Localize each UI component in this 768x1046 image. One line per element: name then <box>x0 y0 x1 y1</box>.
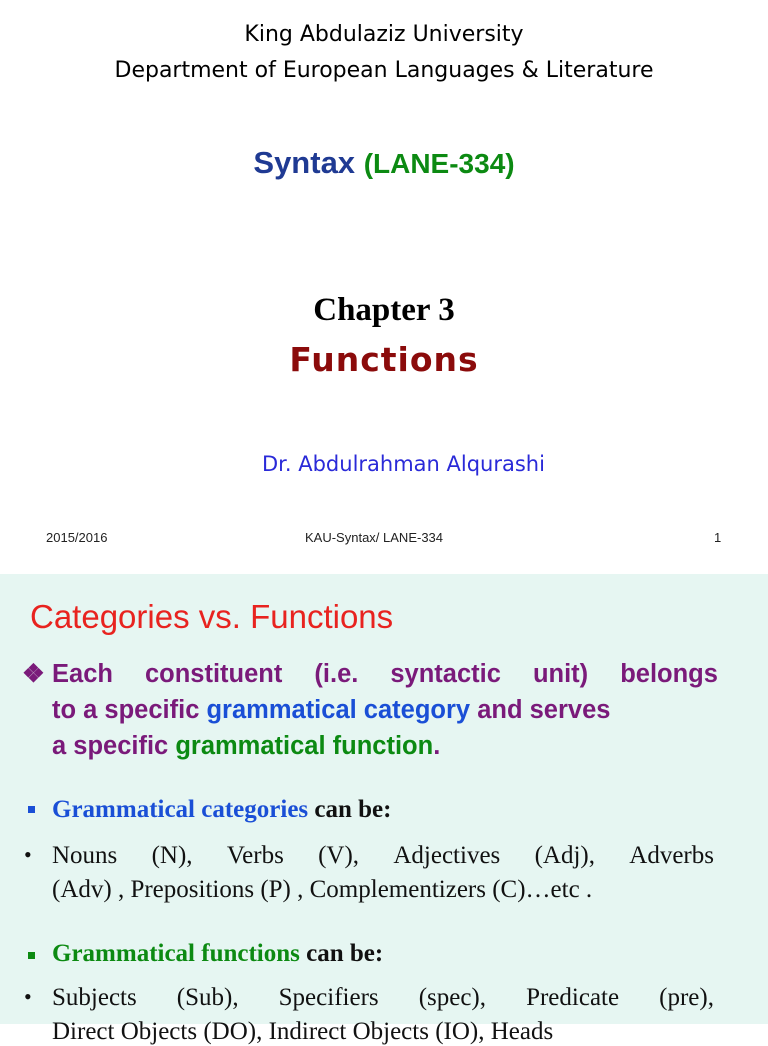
line-1-start <box>22 656 113 692</box>
diamond-bullet-icon: ❖ <box>22 660 45 688</box>
text: a specific <box>52 732 176 760</box>
slide-title: Categories vs. Functions <box>30 598 394 635</box>
functions-suffix: can be: <box>299 940 384 967</box>
author-name: Dr. Abdulrahman Alqurashi <box>262 452 545 476</box>
word: (i.e. <box>314 660 359 688</box>
categories-label: Grammatical categories <box>52 796 309 823</box>
footer-date: 2015/2016 <box>46 530 108 545</box>
word: (pre), <box>659 984 714 1011</box>
university-name: King Abdulaziz University <box>244 22 524 47</box>
word: (spec), <box>418 984 487 1011</box>
categories-line-1 <box>52 842 714 870</box>
footer-page-number: 1 <box>714 530 722 545</box>
square-bullet-icon <box>28 952 35 959</box>
paragraph-line-1 <box>22 656 718 692</box>
word: (Sub), <box>176 984 239 1011</box>
course-word: Syntax <box>253 145 356 180</box>
word: Specifiers <box>278 984 379 1011</box>
course-title <box>0 145 768 181</box>
department-name: Department of European Languages & Literature <box>114 58 654 83</box>
chapter-title: Functions <box>289 340 479 379</box>
word: Predicate <box>526 984 620 1011</box>
dot-bullet-icon: • <box>24 984 32 1009</box>
functions-line-1 <box>52 984 714 1012</box>
paragraph-line-3 <box>22 728 718 764</box>
word: constituent <box>144 660 283 688</box>
word: Nouns <box>52 842 118 869</box>
functions-heading <box>52 940 383 968</box>
paragraph-line-2 <box>22 692 718 728</box>
footer-course: KAU-Syntax/ LANE-334 <box>305 530 444 545</box>
categories-heading <box>52 796 391 824</box>
word: (N), <box>151 842 193 869</box>
word: (Adj), <box>534 842 595 869</box>
word: syntactic <box>390 660 501 688</box>
highlight-function: grammatical function <box>175 732 434 760</box>
dot-bullet-icon: • <box>24 842 32 867</box>
content-slide <box>0 574 768 1045</box>
word: belongs <box>620 660 718 688</box>
course-code: (LANE-334) <box>363 148 515 179</box>
intro-paragraph <box>22 656 718 764</box>
highlight-category: grammatical category <box>206 696 471 724</box>
categories-suffix: can be: <box>308 796 392 823</box>
categories-line-2: (Adv) , Prepositions (P) , Complementizers (C)…etc . <box>52 876 593 903</box>
chapter-number: Chapter 3 <box>313 292 455 328</box>
word: unit) <box>532 660 589 688</box>
text: . <box>433 732 441 760</box>
text: and serves <box>470 696 611 724</box>
word: Verbs <box>226 842 284 869</box>
word: Adjectives <box>393 842 501 869</box>
functions-line-2: Direct Objects (DO), Indirect Objects (IO), Heads <box>52 1018 554 1045</box>
word: (V), <box>318 842 360 869</box>
square-bullet-icon <box>28 806 35 813</box>
word: Adverbs <box>629 842 714 869</box>
word: Subjects <box>52 984 137 1011</box>
text: to a specific <box>52 696 207 724</box>
functions-label: Grammatical functions <box>52 940 300 967</box>
word: Each <box>52 660 113 688</box>
